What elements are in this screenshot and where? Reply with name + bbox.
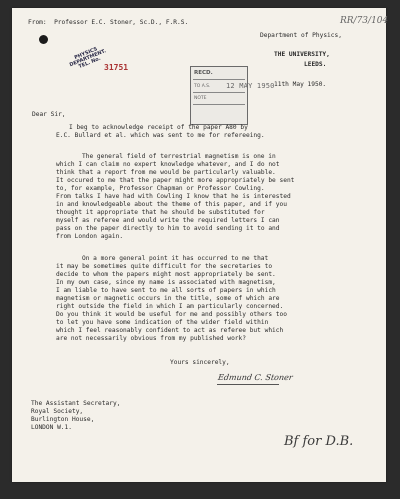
body-line: E.C. Bullard et al. which was sent to me for refereeing.	[56, 132, 265, 139]
archive-reference: RR/73/104	[340, 16, 389, 26]
body-line: I beg to acknowledge receipt of the paper A80 by	[69, 124, 248, 131]
letter-date: 11th May 1950.	[274, 81, 327, 88]
stamp-row: TO A.S.	[194, 84, 211, 89]
stamp-number: 31751	[104, 63, 129, 72]
body-line: On a more general point it has occurred to me that	[82, 255, 269, 262]
handwritten-annotation: Bf for D.B.	[284, 434, 354, 449]
letterhead-department: Department of Physics,	[260, 32, 342, 39]
received-stamp-header: RECD.	[194, 70, 213, 76]
body-line: From talks I have had with Cowling I know that he is interested	[56, 193, 291, 200]
body-line: myself as referee and would write the required letters I can	[56, 217, 280, 224]
signature-underline	[217, 384, 279, 385]
body-line: from London again.	[56, 233, 124, 240]
body-line: I am liable to have sent to me all sorts of papers in which	[56, 287, 276, 294]
body-line: which I feel reasonably confident to act as referee but which	[56, 327, 284, 334]
received-date: 12 MAY 1950	[226, 82, 275, 90]
body-line: pass on the paper directly to him to avoid sending it to and	[56, 225, 280, 232]
physics-department-stamp: PHYSICS DEPARTMENT. TEL. No.	[68, 46, 108, 71]
stamp-rule	[193, 104, 245, 105]
salutation: Dear Sir,	[32, 111, 66, 118]
letter-page	[12, 8, 389, 482]
stamp-row: NOTE	[194, 96, 207, 101]
body-line: Do you think it would be useful for me and possibly others too	[56, 311, 287, 318]
closing: Yours sincerely,	[170, 359, 230, 366]
body-line: are not necessarily obvious from my published work?	[56, 335, 246, 342]
body-line: magnetism or magnetic occurs in the title, some of which are	[56, 295, 280, 302]
stamp-rule	[193, 79, 245, 80]
letterhead-university: THE UNIVERSITY,	[274, 51, 330, 58]
punch-hole	[39, 35, 48, 44]
received-stamp	[190, 66, 248, 125]
body-line: which I can claim no expert knowledge whatever, and I do not	[56, 161, 280, 168]
signature: Edmund C. Stoner	[217, 373, 294, 382]
stamp-rule	[193, 92, 245, 93]
letterhead-city: LEEDS.	[304, 61, 327, 68]
letterhead-from: From: Professor E.C. Stoner, Sc.D., F.R.S.	[28, 19, 189, 26]
address-line: Royal Society,	[31, 408, 84, 415]
body-line: thought it appropriate that he should be substituted for	[56, 209, 265, 216]
address-line: Burlington House,	[31, 416, 95, 423]
body-line: it may be sometimes quite difficult for the secretaries to	[56, 263, 273, 270]
body-line: in and knowledgeable about the theme of this paper, and if you	[56, 201, 287, 208]
body-line: It occured to me that the paper might more appropriately be sent	[56, 177, 295, 184]
body-line: The general field of terrestrial magnetism is one in	[82, 153, 276, 160]
body-line: right outside the field in which I am particularly concerned.	[56, 303, 284, 310]
address-line: LONDON W.1.	[31, 424, 72, 431]
body-line: decide to whom the papers might most appropriately be sent.	[56, 271, 276, 278]
body-line: think that a report from me would be particularly valuable.	[56, 169, 276, 176]
body-line: to let you have some indication of the wider field within	[56, 319, 269, 326]
body-line: to, for example, Professor Chapman or Professor Cowling.	[56, 185, 265, 192]
address-line: The Assistant Secretary,	[31, 400, 121, 407]
body-line: In my own case, since my name is associated with magnetism,	[56, 279, 276, 286]
